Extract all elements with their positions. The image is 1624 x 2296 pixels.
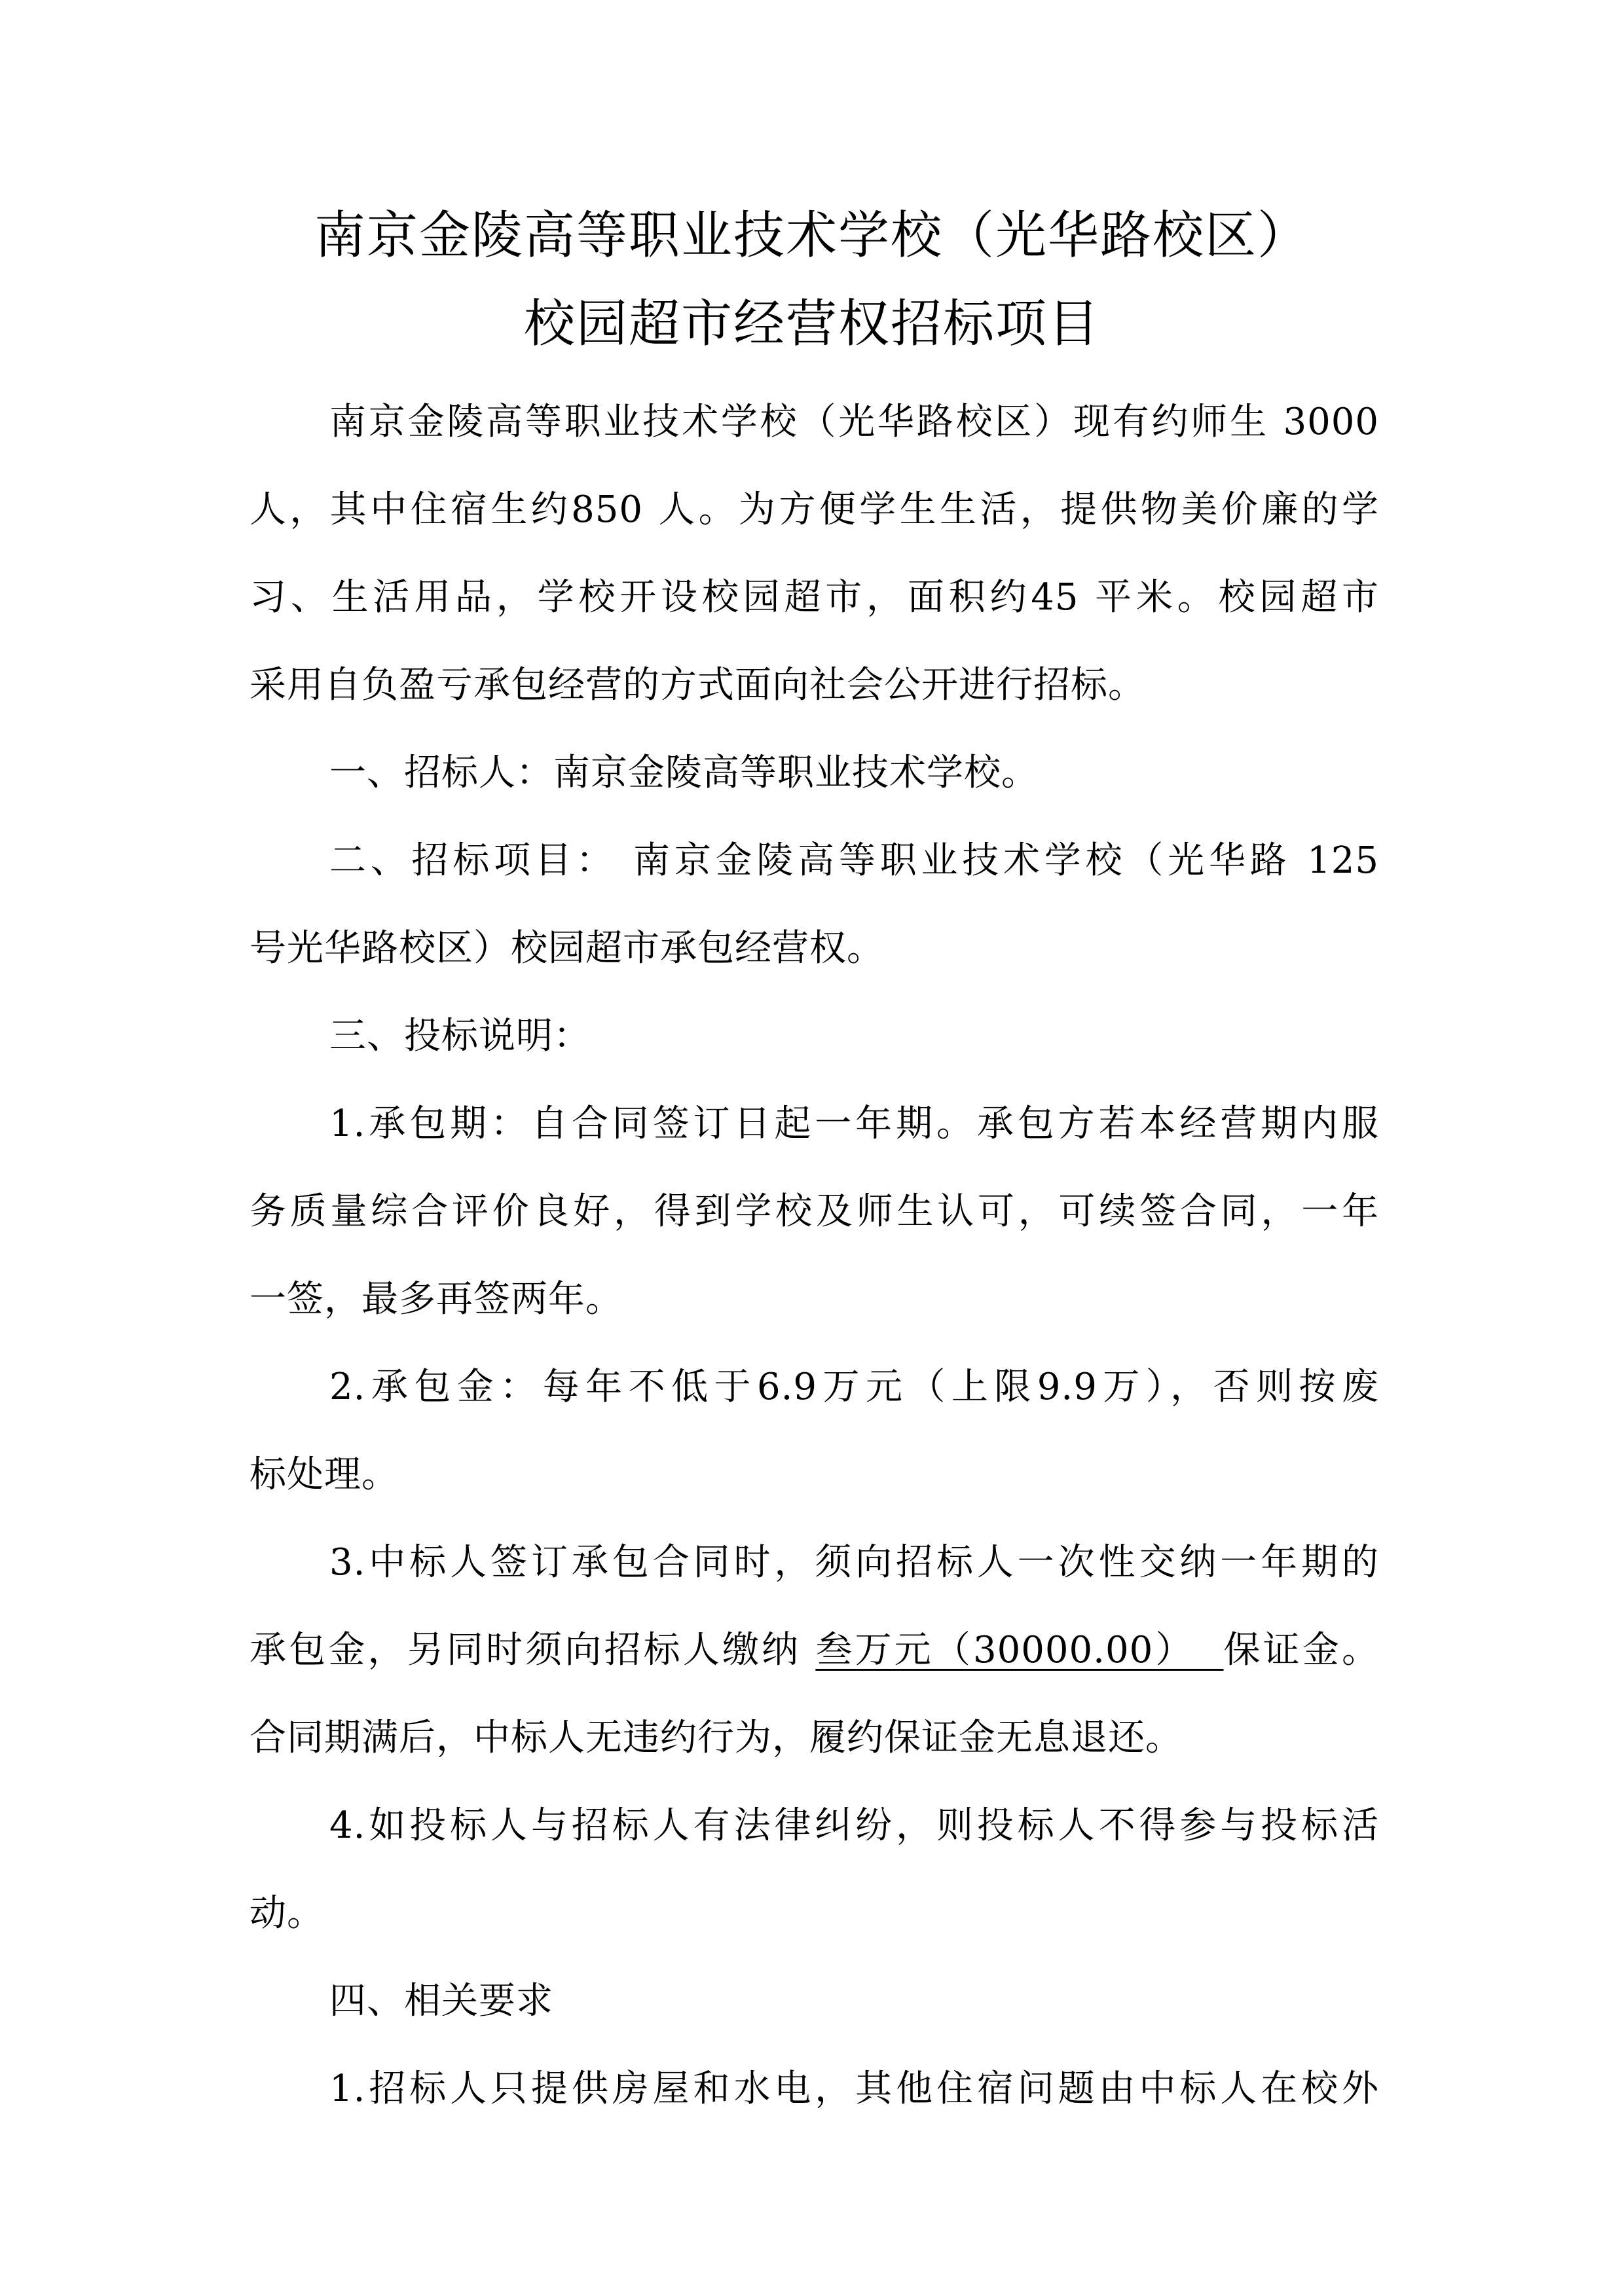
item-4-1-facilities xyxy=(249,2045,1379,2133)
item-3-3-line-2-before: 承包金，另同时须向招标人缴纳 xyxy=(249,1629,816,1671)
item-3-3-line-3: 合同期满后，中标人无违约行为，履约保证金无息退还。 xyxy=(249,1717,1183,1759)
section-1-bidder: 一、招标人：南京金陵高等职业技术学校。 xyxy=(329,752,1039,794)
item-3-1-line-1: 1.承包期：自合同签订日起一年期。承包方若本经营期内服 xyxy=(329,1102,1379,1145)
intro-line-3: 习、生活用品，学校开设校园超市，面积约45 平米。校园超市 xyxy=(249,576,1379,619)
document-title-line-1: 南京金陵高等职业技术学校（光华路校区） xyxy=(314,206,1310,265)
item-3-3-line-1: 3.中标人签订承包合同时，须向招标人一次性交纳一年期的 xyxy=(329,1541,1379,1584)
document-body xyxy=(249,378,1379,2133)
section-2-project xyxy=(249,817,1379,993)
intro-line-2: 人，其中住宿生约850 人。为方便学生生活，提供物美价廉的学 xyxy=(249,488,1379,531)
section-3-heading: 三、投标说明： xyxy=(329,1015,591,1057)
item-3-4-legal-dispute xyxy=(249,1782,1379,1958)
item-4-1-line-1: 1.招标人只提供房屋和水电，其他住宿问题由中标人在校外 xyxy=(329,2068,1379,2110)
item-3-2-line-1: 2.承包金：每年不低于6.9万元（上限9.9万），否则按废 xyxy=(329,1366,1379,1408)
item-3-3-line-2-after: 保证金。 xyxy=(1223,1629,1379,1671)
item-3-3-deposit xyxy=(249,1519,1379,1782)
intro-line-4: 采用自负盈亏承包经营的方式面向社会公开进行招标。 xyxy=(249,664,1145,706)
section-2-line-2: 号光华路校区）校园超市承包经营权。 xyxy=(249,927,884,970)
item-3-4-line-2: 动。 xyxy=(249,1892,324,1935)
section-2-line-1: 二、招标项目： 南京金陵高等职业技术学校（光华路 125 xyxy=(329,839,1379,882)
item-3-2-contract-fee xyxy=(249,1343,1379,1519)
item-3-4-line-1: 4.如投标人与招标人有法律纠纷，则投标人不得参与投标活 xyxy=(329,1804,1379,1847)
item-3-2-line-2: 标处理。 xyxy=(249,1453,399,1496)
item-3-3-line-2 xyxy=(249,1607,1379,1694)
intro-paragraph xyxy=(249,378,1379,729)
section-4-heading: 四、相关要求 xyxy=(329,1980,553,2022)
deposit-amount: 叁万元（30000.00） xyxy=(815,1629,1224,1671)
item-3-1-contract-period xyxy=(249,1080,1379,1343)
document-title-line-2: 校园超市经营权招标项目 xyxy=(523,295,1100,354)
item-3-1-line-2: 务质量综合评价良好，得到学校及师生认可，可续签合同，一年 xyxy=(249,1190,1379,1233)
item-3-1-line-3: 一签，最多再签两年。 xyxy=(249,1278,623,1321)
intro-line-1: 南京金陵高等职业技术学校（光华路校区）现有约师生 3000 xyxy=(329,401,1379,443)
